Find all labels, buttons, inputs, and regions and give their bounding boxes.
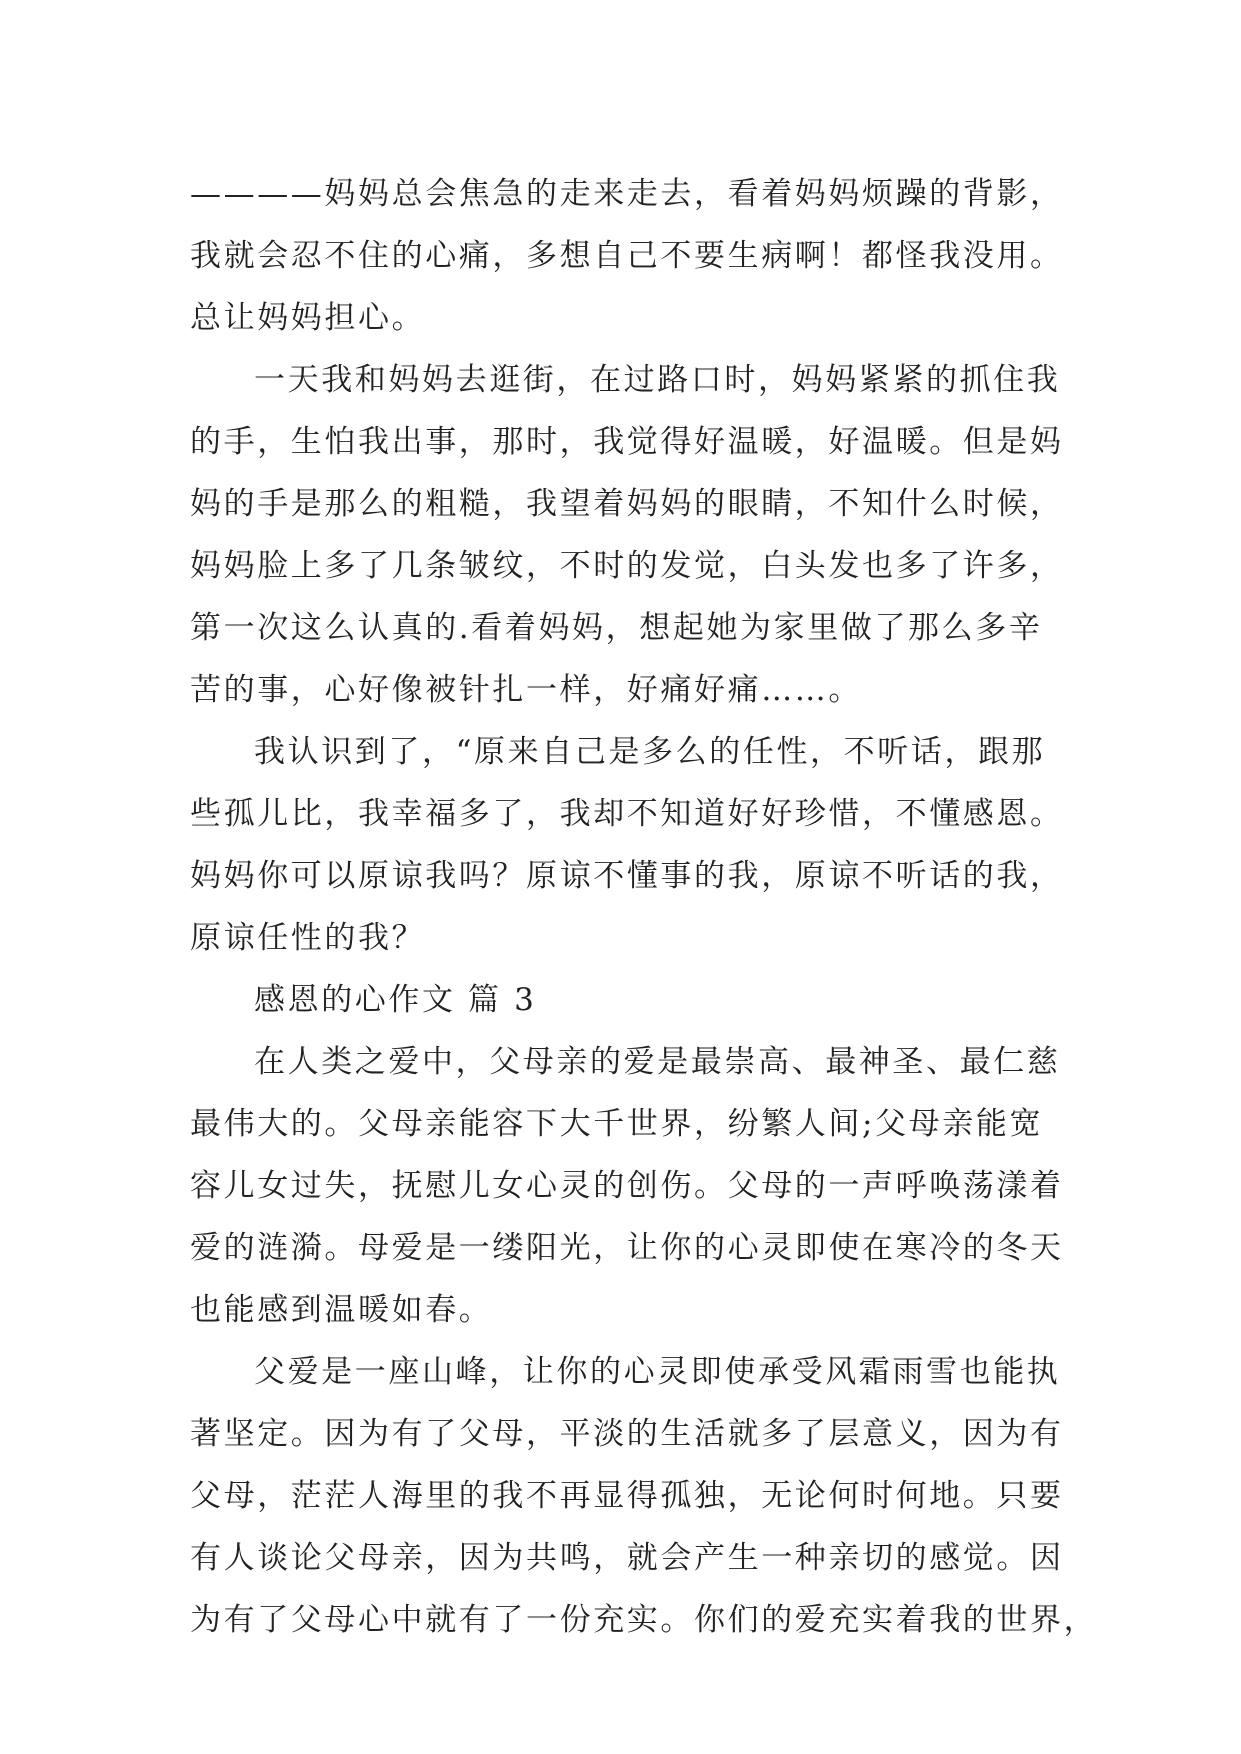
text-line: 妈妈你可以原谅我吗？原谅不懂事的我，原谅不听话的我， <box>190 858 1064 894</box>
text-line: 总让妈妈担心。 <box>190 300 426 336</box>
text-line: 为有了父母心中就有了一份充实。你们的爱充实着我的世界， <box>190 1602 1098 1638</box>
text-line: 最伟大的。父母亲能容下大千世界，纷繁人间;父母亲能宽 <box>190 1106 1044 1142</box>
text-line: 有人谈论父母亲，因为共鸣，就会产生一种亲切的感觉。因 <box>190 1540 1064 1576</box>
text-line: 的手，生怕我出事，那时，我觉得好温暖，好温暖。但是妈 <box>190 424 1064 460</box>
text-line: 些孤儿比，我幸福多了，我却不知道好好珍惜，不懂感恩。 <box>190 796 1064 832</box>
text-line: 爱的涟漪。母爱是一缕阳光，让你的心灵即使在寒冷的冬天 <box>190 1230 1064 1266</box>
text-line: 一天我和妈妈去逛街，在过路口时，妈妈紧紧的抓住我 <box>254 362 1061 398</box>
text-line: 妈的手是那么的粗糙，我望着妈妈的眼睛，不知什么时候， <box>190 486 1064 522</box>
text-line: 也能感到温暖如春。 <box>190 1292 493 1328</box>
text-line: 著坚定。因为有了父母，平淡的生活就多了层意义，因为有 <box>190 1416 1064 1452</box>
text-line: 容儿女过失，抚慰儿女心灵的创伤。父母的一声呼唤荡漾着 <box>190 1168 1064 1204</box>
text-line: 父母，茫茫人海里的我不再显得孤独，无论何时何地。只要 <box>190 1478 1064 1514</box>
text-line: 父爱是一座山峰，让你的心灵即使承受风霜雨雪也能执 <box>254 1354 1061 1390</box>
text-line: ————妈妈总会焦急的走来走去，看着妈妈烦躁的背影， <box>190 176 1064 212</box>
text-line: 第一次这么认真的.看着妈妈，想起她为家里做了那么多辛 <box>190 610 1043 646</box>
section-heading: 感恩的心作文 篇 3 <box>254 982 537 1018</box>
text-line: 原谅任性的我？ <box>190 920 426 956</box>
text-line: 我就会忍不住的心痛，多想自己不要生病啊！都怪我没用。 <box>190 238 1064 274</box>
text-line: 在人类之爱中，父母亲的爱是最崇高、最神圣、最仁慈 <box>254 1044 1061 1080</box>
text-line: 妈妈脸上多了几条皱纹，不时的发觉，白头发也多了许多， <box>190 548 1064 584</box>
text-line: 苦的事，心好像被针扎一样，好痛好痛……。 <box>190 672 862 708</box>
document-body <box>190 163 1098 1651</box>
text-line: 我认识到了，“原来自己是多么的任性，不听话，跟那 <box>254 734 1046 770</box>
